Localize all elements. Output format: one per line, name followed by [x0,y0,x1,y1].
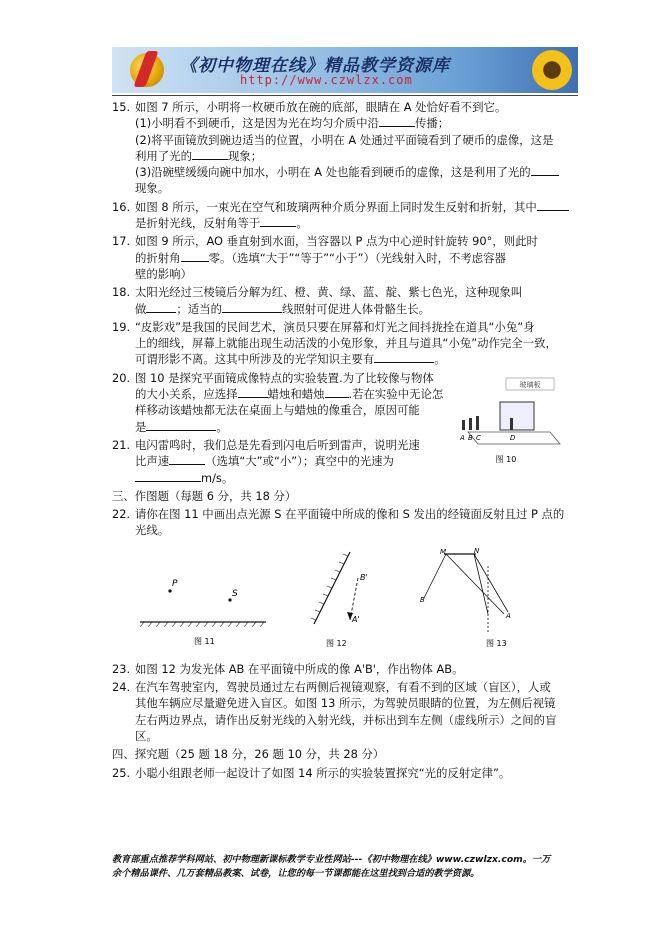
question-text: .若在实验中无论怎 [348,387,444,402]
question-text: 如图 9 所示，AO 垂直射到水面，当容器以 P 点为中心逆时针旋转 90°，则此时 [135,234,538,249]
sunflower-icon [532,50,572,90]
candle-b [469,418,472,430]
candle-d [510,418,513,430]
part-2-cont: 利用了光的 [135,148,192,163]
question-text: m/s。 [201,470,234,485]
ray-3 [474,554,488,614]
label-n: N [474,547,480,555]
question-text: “皮影戏”是我国的民间艺术，演员只要在屏幕和灯光之间抖拢拴在道具“小兔”身 [135,319,535,334]
glass-plate [500,402,534,430]
answer-blank[interactable] [325,386,349,398]
banner-url[interactable]: http://www.czwlzx.com [240,73,413,87]
candle-a [462,420,465,430]
question-text: 的大小关系，应选择 [135,387,238,402]
header-banner [112,47,578,93]
question-number: 16. [112,199,131,214]
question-text: 如图 12 为发光体 AB 在平面镜中所成的像 A'B'，作出物体 AB。 [135,661,464,676]
question-text: ；适当的 [176,301,222,316]
question-text: 左右两边界点，请作出反射光线的入射光线，并标出到车左侧（虚线所示）之间的盲 [135,712,557,727]
point-p [168,589,171,592]
question-text: 其他车辆应尽量避免进入盲区。如图 13 所示，为驾驶员眼睛的位置，为左侧后视镜 [135,696,556,711]
question-text: 零。（选填“大于”“等于”“小于”）（光线射入时，不考虑容器 [208,250,506,265]
figure-13 [416,546,526,650]
question-number: 23. [112,661,131,676]
mirror-hatch [311,554,348,620]
part-1-tail: 传播； [414,116,450,131]
question-text: 光线。 [135,523,170,538]
question-number: 17. [112,234,131,249]
figure-10-caption: 图 10 [495,455,517,464]
question-number: 24. [112,680,131,695]
question-17 [112,233,578,282]
question-text: 。 [296,216,308,231]
question-number: 19. [112,319,131,334]
label-s: S [232,589,238,599]
footer-line-1: 教育部重点推荐学科网站、初中物理新课标教学专业性网站---《初中物理在线》www.czwlzx.com。一万 [112,854,551,865]
question-25 [112,765,578,781]
question-23 [112,661,578,677]
section-heading-3: 三、作图题（每题 6 分，共 18 分） [112,488,297,503]
question-18 [112,284,578,317]
question-24 [112,679,578,744]
label-a: A [460,434,465,442]
answer-blank[interactable] [146,301,176,313]
question-text: 如图 8 所示，一束光在空气和玻璃两种介质分界面上同时发生反射和折射，其中 [135,199,537,214]
question-text: 可谓形影不离。这其中所涉及的光学知识主要有 [135,352,375,367]
answer-blank[interactable] [374,351,434,363]
label-b: B [468,434,473,442]
mirror-hatch [140,622,264,627]
question-text: 样移动该蜡烛都无法在桌面上与蜡烛的像重合，原因可能 [135,403,420,418]
candle-c [476,416,479,430]
question-number: 20. [112,370,131,385]
question-text: 线照射可促进人体骨骼生长。 [281,301,431,316]
question-19 [112,319,578,368]
section-heading-4: 四、探究题（25 题 18 分，26 题 10 分，共 28 分） [112,747,385,762]
board-label: 玻璃板 [519,381,541,389]
question-text: 是折射光线，反射角等于 [135,216,261,231]
answer-blank[interactable] [537,199,569,211]
answer-blank[interactable] [192,148,228,160]
label-m: M [440,548,447,556]
figure-12 [300,548,380,650]
question-text: 区。 [135,728,158,743]
question-stem: 如图 7 所示，小明将一枚硬币放在碗的底部，眼睛在 A 处恰好看不到它。 [135,100,507,114]
footer-line-2: 余个精品课件、几万套精品教案、试卷，让您的每一节课都能在这里找到合适的教学资源。 [112,868,480,879]
label-a-prime: A' [352,615,360,624]
header-rule [112,95,578,96]
figure-12-caption: 图 12 [326,639,347,648]
figure-11 [138,574,268,650]
answer-blank[interactable] [531,164,559,176]
question-text: 电闪雷鸣时，我们总是先看到闪电后听到雷声，说明光速 [135,437,420,452]
label-b: B [420,596,425,604]
banner-title: 《初中物理在线》精品教学资源库 [180,56,450,76]
label-b-prime: B' [360,573,368,582]
question-number: 15. [112,100,131,114]
question-number: 21. [112,437,131,452]
question-text: 太阳光经过三棱镜后分解为红、橙、黄、绿、蓝、靛、紫七色光，这种现象叫 [135,285,523,300]
part-2-tail: 现象； [227,148,263,163]
question-text: 比声速 [135,454,170,469]
answer-blank[interactable] [181,250,209,262]
part-3-tail: 现象。 [135,181,170,196]
question-text: （选填“大”或“小”）；真空中的光速为 [205,454,394,469]
part-3-text: (3)沿碗壁缓缓向碗中加水，小明在 A 处也能看到硬币的虚像，这是利用了光的 [135,165,531,180]
question-text: 。 [216,419,228,434]
question-text: 。 [434,352,446,367]
part-2-text: (2)将平面镜放到碗边适当的位置，小明在 A 处通过平面镜看到了硬币的虚像，这是 [135,132,554,147]
question-number: 22. [112,507,131,522]
figure-11-caption: 图 11 [194,637,215,646]
answer-blank[interactable] [222,301,282,313]
question-text: 的折射角 [135,250,181,265]
question-22 [112,506,578,539]
question-21 [112,437,455,486]
question-number: 18. [112,285,131,300]
question-text: 是 [135,419,147,434]
answer-blank[interactable] [260,215,296,227]
question-number: 25. [112,765,131,780]
question-text: 图 10 是探究平面镜成像特点的实验装置.为了比较像与物体 [135,370,434,385]
label-d: D [510,434,516,442]
label-a: A [506,612,511,620]
label-p: P [172,579,178,589]
figure-10 [448,376,568,466]
answer-blank[interactable] [238,386,268,398]
ray-4 [474,554,508,612]
ray-2 [446,554,504,614]
question-text: 在汽车驾驶室内，驾驶员通过左右两侧后视镜观察，有看不到的区域（盲区），人或 [135,680,551,695]
answer-blank[interactable] [169,453,205,465]
question-text: 小聪小组跟老师一起设计了如图 14 所示的实验装置探究“光的反射定律”。 [135,765,511,780]
question-text: 上的细线，屏幕上就能出现生动活泼的小兔形象，并且与道具“小兔”动作完全一致， [135,336,557,351]
answer-blank[interactable] [379,115,415,127]
part-1-text: (1)小明看不到硬币，这是因为光在均匀介质中沿 [135,116,379,131]
question-16 [112,199,578,232]
answer-blank[interactable] [135,470,201,482]
answer-blank[interactable] [146,419,216,431]
question-text: 做 [135,301,147,316]
question-text: 蜡烛和蜡烛 [267,387,325,402]
ray-1 [424,554,446,598]
label-c: C [476,434,481,442]
question-text: 请你在图 11 中画出点光源 S 在平面镜中所成的像和 S 发出的经镜面反射且过 P 点的 [135,507,565,522]
question-text: 壁的影响） [135,266,192,281]
figure-13-caption: 图 13 [486,639,507,648]
question-20 [112,370,455,435]
page-footer [112,853,582,881]
question-15 [112,99,578,197]
